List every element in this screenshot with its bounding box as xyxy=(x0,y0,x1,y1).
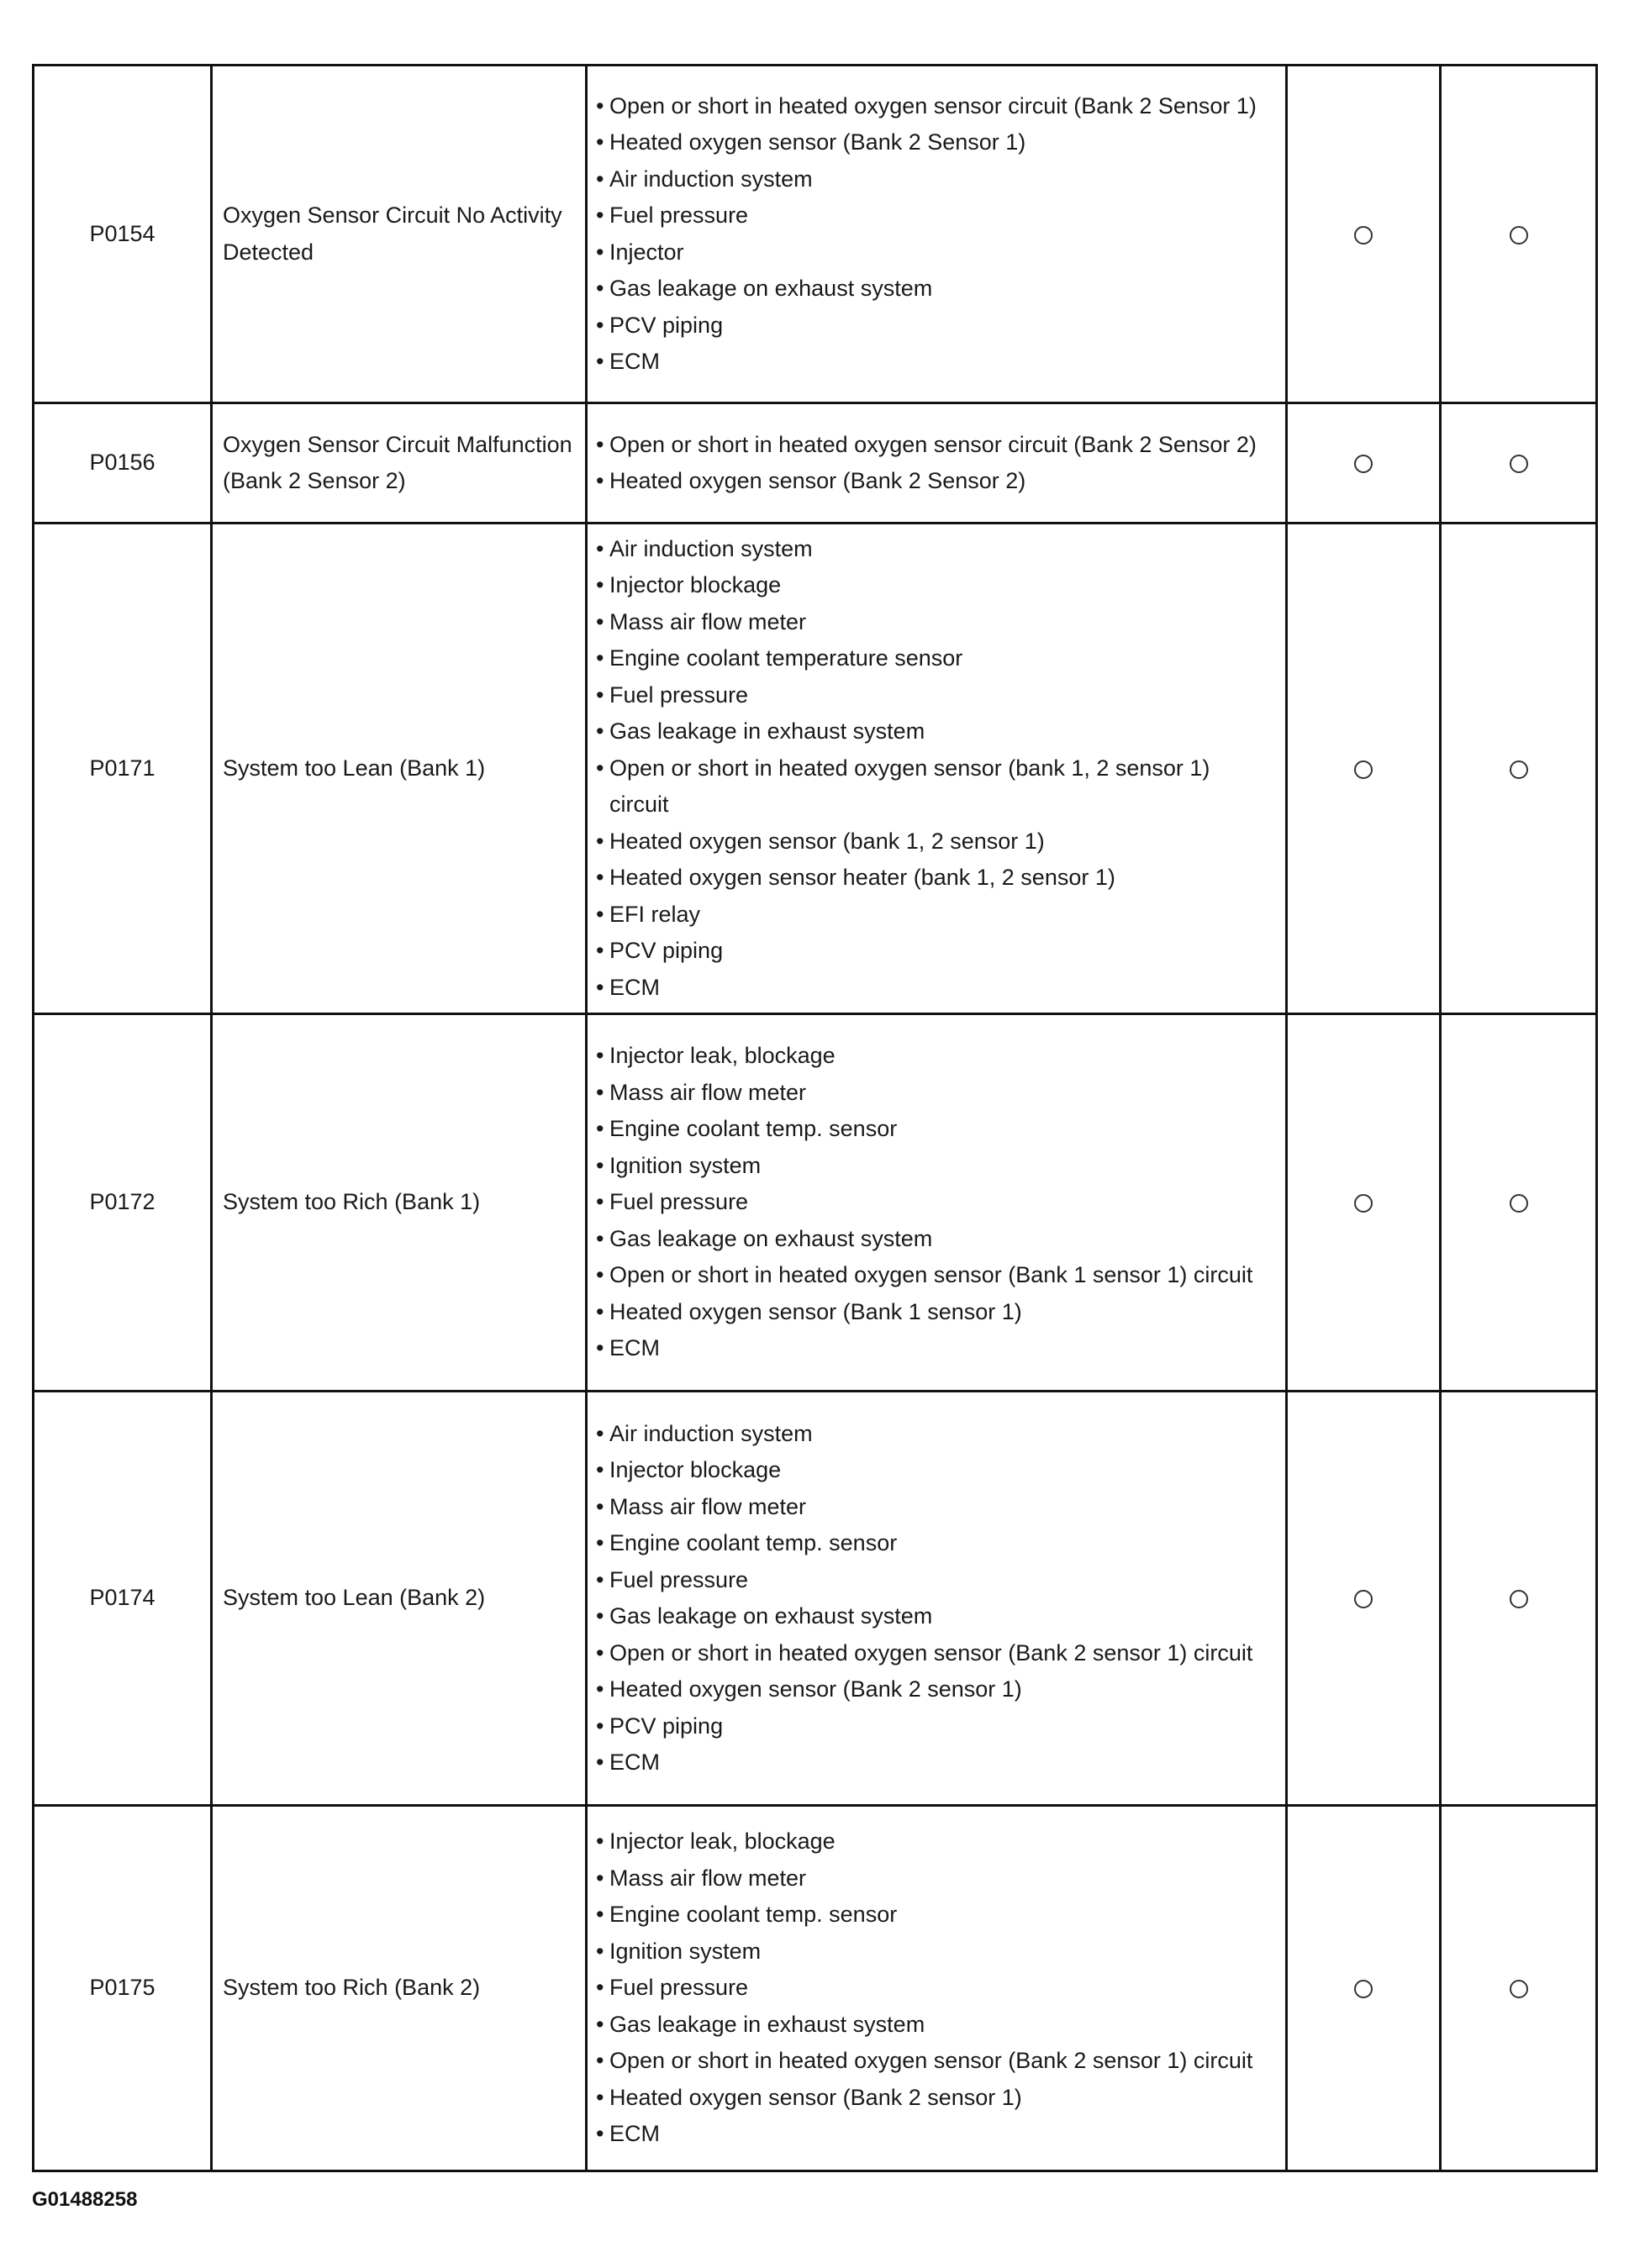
mil-cell xyxy=(1287,524,1441,1014)
mil-indicator-circle xyxy=(1354,455,1373,473)
trouble-area-item: • Open or short in heated oxygen sensor circuit (Bank 2 Sensor 1) xyxy=(596,88,1273,125)
mil-indicator-circle xyxy=(1354,760,1373,779)
trouble-area-item: • Injector leak, blockage xyxy=(596,1038,1273,1075)
memory-cell xyxy=(1441,66,1597,403)
detection-item: System too Lean (Bank 1) xyxy=(212,524,587,1014)
dtc-code: P0156 xyxy=(34,403,212,524)
trouble-area-item: • Heated oxygen sensor heater (bank 1, 2 sensor 1) xyxy=(596,860,1273,897)
mil-cell xyxy=(1287,1806,1441,2171)
trouble-area-item: • Engine coolant temperature sensor xyxy=(596,640,1273,677)
trouble-areas xyxy=(587,1014,1287,1392)
table-row xyxy=(34,403,1597,524)
trouble-area-item: • Open or short in heated oxygen sensor (Bank 1 sensor 1) circuit xyxy=(596,1257,1273,1294)
trouble-area-list xyxy=(596,1416,1273,1781)
mil-cell xyxy=(1287,66,1441,403)
trouble-area-item: • ECM xyxy=(596,1744,1273,1781)
figure-id: G01488258 xyxy=(32,2188,138,2211)
trouble-area-item: • Air induction system xyxy=(596,161,1273,198)
trouble-area-item: • Mass air flow meter xyxy=(596,604,1273,641)
trouble-area-item: • Fuel pressure xyxy=(596,1184,1273,1221)
dtc-code: P0172 xyxy=(34,1014,212,1392)
trouble-area-item: • Fuel pressure xyxy=(596,197,1273,234)
detection-item: System too Rich (Bank 1) xyxy=(212,1014,587,1392)
mil-cell xyxy=(1287,1392,1441,1806)
trouble-area-item: • Heated oxygen sensor (Bank 1 sensor 1) xyxy=(596,1294,1273,1331)
memory-cell xyxy=(1441,1014,1597,1392)
mil-cell xyxy=(1287,403,1441,524)
trouble-areas xyxy=(587,524,1287,1014)
dtc-code: P0175 xyxy=(34,1806,212,2171)
trouble-area-item: • Ignition system xyxy=(596,1934,1273,1971)
trouble-area-item: • Gas leakage in exhaust system xyxy=(596,2007,1273,2044)
trouble-area-item: • Open or short in heated oxygen sensor (Bank 2 sensor 1) circuit xyxy=(596,2043,1273,2080)
trouble-area-item: • Heated oxygen sensor (Bank 2 Sensor 2) xyxy=(596,463,1273,500)
memory-indicator-circle xyxy=(1510,1980,1528,1998)
dtc-table-body xyxy=(34,66,1597,2171)
trouble-areas xyxy=(587,66,1287,403)
trouble-area-item: • Engine coolant temp. sensor xyxy=(596,1897,1273,1934)
trouble-area-item: • Injector blockage xyxy=(596,1452,1273,1489)
trouble-area-item: • Open or short in heated oxygen sensor (bank 1, 2 sensor 1) circuit xyxy=(596,750,1273,824)
memory-cell xyxy=(1441,1392,1597,1806)
table-row xyxy=(34,1014,1597,1392)
trouble-area-item: • Air induction system xyxy=(596,1416,1273,1453)
trouble-areas xyxy=(587,403,1287,524)
trouble-area-list xyxy=(596,1823,1273,2153)
mil-cell xyxy=(1287,1014,1441,1392)
trouble-area-item: • PCV piping xyxy=(596,933,1273,970)
memory-indicator-circle xyxy=(1510,1194,1528,1213)
trouble-area-item: • ECM xyxy=(596,1330,1273,1367)
trouble-area-item: • ECM xyxy=(596,344,1273,381)
memory-indicator-circle xyxy=(1510,226,1528,245)
detection-item: System too Lean (Bank 2) xyxy=(212,1392,587,1806)
table-row xyxy=(34,1806,1597,2171)
memory-cell xyxy=(1441,403,1597,524)
mil-indicator-circle xyxy=(1354,226,1373,245)
trouble-area-item: • PCV piping xyxy=(596,308,1273,345)
dtc-code: P0171 xyxy=(34,524,212,1014)
trouble-area-item: • Heated oxygen sensor (Bank 2 Sensor 1) xyxy=(596,124,1273,161)
trouble-area-item: • ECM xyxy=(596,2116,1273,2153)
trouble-area-item: • Fuel pressure xyxy=(596,1562,1273,1599)
trouble-area-item: • Ignition system xyxy=(596,1148,1273,1185)
table-row xyxy=(34,524,1597,1014)
trouble-area-item: • Engine coolant temp. sensor xyxy=(596,1111,1273,1148)
trouble-area-item: • Heated oxygen sensor (Bank 2 sensor 1) xyxy=(596,2080,1273,2117)
trouble-area-list xyxy=(596,427,1273,500)
mil-indicator-circle xyxy=(1354,1980,1373,1998)
trouble-area-item: • Open or short in heated oxygen sensor circuit (Bank 2 Sensor 2) xyxy=(596,427,1273,464)
table-row xyxy=(34,66,1597,403)
trouble-area-item: • Heated oxygen sensor (bank 1, 2 sensor 1) xyxy=(596,824,1273,860)
trouble-areas xyxy=(587,1806,1287,2171)
memory-indicator-circle xyxy=(1510,455,1528,473)
dtc-code: P0174 xyxy=(34,1392,212,1806)
trouble-area-list xyxy=(596,531,1273,1007)
trouble-area-item: • Injector blockage xyxy=(596,567,1273,604)
trouble-area-item: • Air induction system xyxy=(596,531,1273,568)
trouble-area-item: • Injector leak, blockage xyxy=(596,1823,1273,1860)
mil-indicator-circle xyxy=(1354,1590,1373,1608)
table-row xyxy=(34,1392,1597,1806)
detection-item: Oxygen Sensor Circuit No Activity Detected xyxy=(212,66,587,403)
memory-indicator-circle xyxy=(1510,760,1528,779)
trouble-area-item: • Open or short in heated oxygen sensor (Bank 2 sensor 1) circuit xyxy=(596,1635,1273,1672)
trouble-area-item: • Fuel pressure xyxy=(596,1970,1273,2007)
trouble-area-list xyxy=(596,1038,1273,1367)
trouble-area-item: • Injector xyxy=(596,234,1273,271)
trouble-area-list xyxy=(596,88,1273,381)
trouble-areas xyxy=(587,1392,1287,1806)
memory-cell xyxy=(1441,1806,1597,2171)
trouble-area-item: • Mass air flow meter xyxy=(596,1075,1273,1112)
detection-item: Oxygen Sensor Circuit Malfunction (Bank 2 Sensor 2) xyxy=(212,403,587,524)
mil-indicator-circle xyxy=(1354,1194,1373,1213)
memory-cell xyxy=(1441,524,1597,1014)
trouble-area-item: • Gas leakage on exhaust system xyxy=(596,271,1273,308)
trouble-area-item: • EFI relay xyxy=(596,897,1273,934)
trouble-area-item: • PCV piping xyxy=(596,1708,1273,1745)
memory-indicator-circle xyxy=(1510,1590,1528,1608)
trouble-area-item: • Fuel pressure xyxy=(596,677,1273,714)
trouble-area-item: • Heated oxygen sensor (Bank 2 sensor 1) xyxy=(596,1671,1273,1708)
trouble-area-item: • Engine coolant temp. sensor xyxy=(596,1525,1273,1562)
trouble-area-item: • Gas leakage on exhaust system xyxy=(596,1598,1273,1635)
trouble-area-item: • Mass air flow meter xyxy=(596,1489,1273,1526)
dtc-table xyxy=(32,64,1598,2172)
trouble-area-item: • Gas leakage in exhaust system xyxy=(596,713,1273,750)
detection-item: System too Rich (Bank 2) xyxy=(212,1806,587,2171)
dtc-code: P0154 xyxy=(34,66,212,403)
trouble-area-item: • ECM xyxy=(596,970,1273,1007)
trouble-area-item: • Mass air flow meter xyxy=(596,1860,1273,1897)
trouble-area-item: • Gas leakage on exhaust system xyxy=(596,1221,1273,1258)
